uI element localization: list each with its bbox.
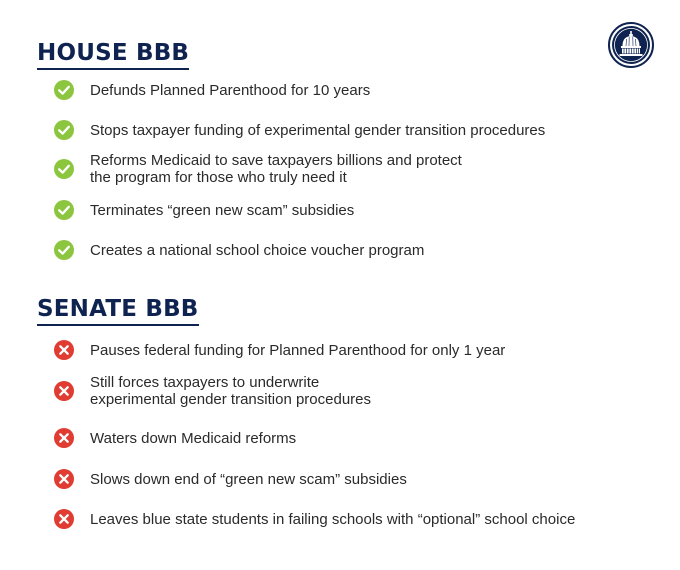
house-heading: HOUSE BBB bbox=[37, 39, 189, 70]
house-item-text: Terminates “green new scam” subsidies bbox=[90, 201, 355, 219]
x-circle-icon bbox=[54, 509, 74, 529]
house-item-text: Stops taxpayer funding of experimental gender transition procedures bbox=[90, 121, 546, 139]
house-item-text: Creates a national school choice voucher program bbox=[90, 241, 425, 259]
x-circle-icon bbox=[54, 469, 74, 489]
senate-item-planned-parenthood bbox=[54, 340, 660, 360]
x-circle-icon bbox=[54, 340, 74, 360]
senate-item-gender bbox=[54, 374, 660, 408]
senate-item-text: Still forces taxpayers to underwrite experimental gender transition procedures bbox=[90, 374, 371, 408]
checkmark-circle-icon bbox=[54, 120, 74, 140]
house-item-text: Reforms Medicaid to save taxpayers billions and protect the program for those who truly need it bbox=[90, 152, 462, 186]
x-circle-icon bbox=[54, 381, 74, 401]
house-item-school-choice bbox=[54, 240, 660, 260]
checkmark-circle-icon bbox=[54, 200, 74, 220]
house-item-text: Defunds Planned Parenthood for 10 years bbox=[90, 81, 371, 99]
house-item-gender bbox=[54, 120, 660, 140]
senate-heading: SENATE BBB bbox=[37, 295, 199, 326]
senate-item-medicaid bbox=[54, 428, 660, 448]
senate-item-text: Pauses federal funding for Planned Parenthood for only 1 year bbox=[90, 341, 506, 359]
senate-item-text: Waters down Medicaid reforms bbox=[90, 429, 297, 447]
checkmark-circle-icon bbox=[54, 240, 74, 260]
capitol-dome-seal-icon bbox=[608, 22, 654, 68]
checkmark-circle-icon bbox=[54, 80, 74, 100]
checkmark-circle-icon bbox=[54, 159, 74, 179]
senate-item-text: Slows down end of “green new scam” subsidies bbox=[90, 470, 407, 488]
senate-item-text: Leaves blue state students in failing schools with “optional” school choice bbox=[90, 510, 576, 528]
senate-item-school-choice bbox=[54, 509, 660, 529]
x-circle-icon bbox=[54, 428, 74, 448]
house-item-defunds bbox=[54, 80, 660, 100]
house-item-medicaid bbox=[54, 152, 660, 186]
house-item-subsidies bbox=[54, 200, 660, 220]
senate-item-subsidies bbox=[54, 469, 660, 489]
